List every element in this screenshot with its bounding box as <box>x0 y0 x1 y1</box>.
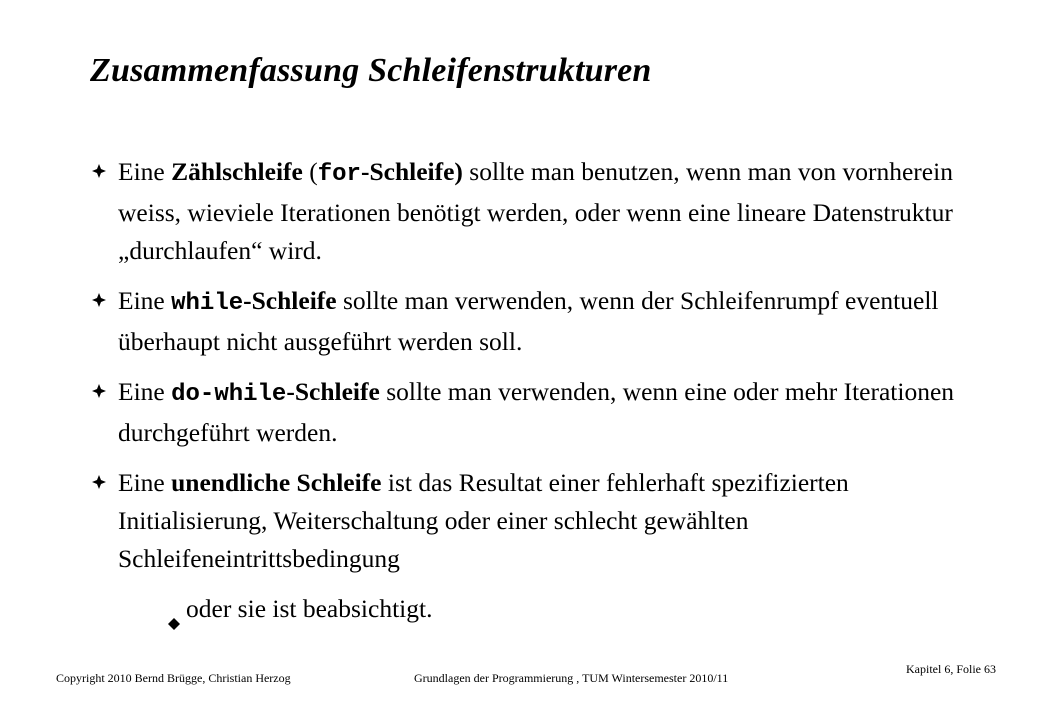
bullet-text: Eine <box>118 468 172 497</box>
footer-course: Grundlagen der Programmierung , TUM Wintersemester 2010/11 <box>414 671 729 685</box>
bullet-for-loop <box>118 153 998 270</box>
slide-title: Zusammenfassung Schleifenstrukturen <box>90 52 652 89</box>
diamond-bullet-icon <box>92 384 106 398</box>
sub-bullet <box>186 590 998 628</box>
keyword-do-while: do-while <box>171 381 287 408</box>
bullet-text: ( <box>302 157 318 186</box>
bullet-text: sollte man verwenden, wenn eine oder mehr Iterationen durchgeführt werden. <box>118 377 955 447</box>
term-do-while-schleife: -Schleife <box>286 377 380 406</box>
diamond-bullet-icon <box>92 475 106 489</box>
term-unendliche-schleife: unendliche Schleife <box>171 468 382 497</box>
keyword-for: for <box>317 161 361 188</box>
bullet-text: Eine <box>118 286 172 315</box>
bullet-infinite-loop <box>118 464 998 578</box>
rhombus-bullet-icon <box>168 603 180 615</box>
bullet-text: sollte man benutzen, wenn man von vornherein weiss, wieviele Iterationen benötigt werden, oder wenn eine lineare Datenstruktur „durchlaufen“ wird. <box>118 157 953 265</box>
bullet-text: sollte man verwenden, wenn der Schleifenrumpf eventuell überhaupt nicht ausgeführt werden soll. <box>118 286 939 356</box>
diamond-bullet-icon <box>92 164 106 178</box>
bullet-text: Eine <box>118 157 172 186</box>
sub-bullet-text: oder sie ist beabsichtigt. <box>186 594 433 623</box>
keyword-while: while <box>171 290 244 317</box>
term-zaehlschleife: Zählschleife <box>171 157 303 186</box>
footer-copyright: Copyright 2010 Bernd Brügge, Christian Herzog <box>56 671 291 685</box>
footer-slide-number: Kapitel 6, Folie 63 <box>906 662 996 676</box>
term-for-schleife: -Schleife) <box>360 157 463 186</box>
bullet-while-loop <box>118 282 998 361</box>
diamond-bullet-icon <box>92 293 106 307</box>
term-while-schleife: -Schleife <box>243 286 337 315</box>
bullet-text: Eine <box>118 377 172 406</box>
bullet-list <box>118 153 998 628</box>
bullet-do-while-loop <box>118 373 998 452</box>
bullet-text: ist das Resultat einer fehlerhaft spezifizierten Initialisierung, Weiterschaltung oder einer schlecht gewählten Schleifeneintrittsbedingung <box>118 468 849 573</box>
